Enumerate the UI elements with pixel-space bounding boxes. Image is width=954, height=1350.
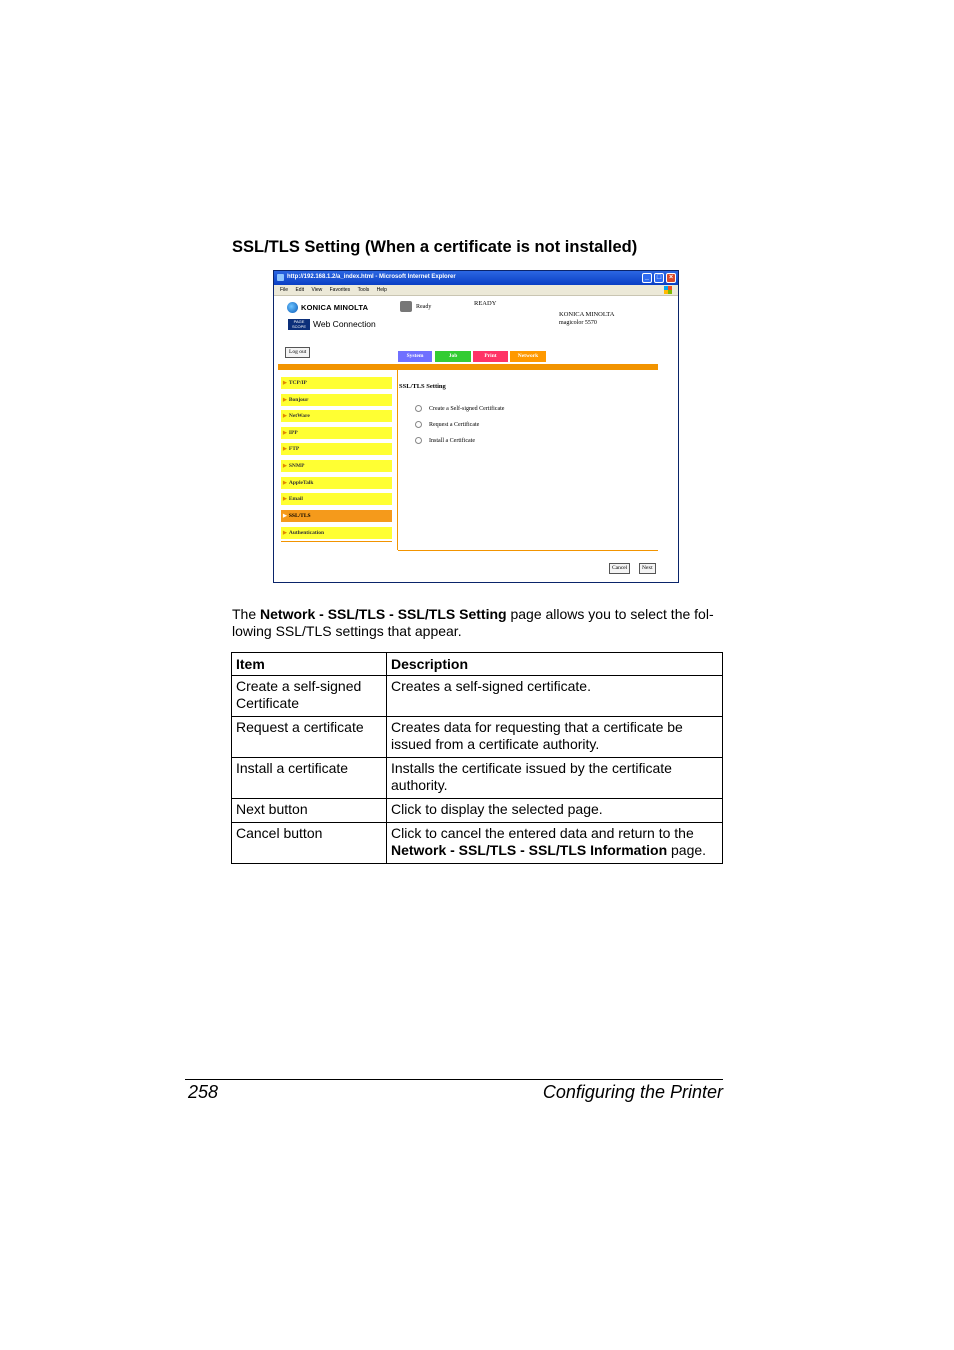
next-button[interactable]: Next — [639, 563, 656, 574]
header-item: Item — [232, 653, 387, 676]
desc-bold: Network - SSL/TLS - SSL/TLS Information — [391, 842, 668, 858]
sidebar-item-bonjour[interactable] — [281, 394, 392, 406]
sidebar-item-netware[interactable] — [281, 410, 392, 422]
desc-prefix: The — [232, 606, 261, 622]
sidebar-item-authentication[interactable] — [281, 527, 392, 539]
logout-button[interactable]: Log out — [285, 347, 310, 358]
option-install[interactable] — [415, 437, 475, 444]
sidebar-label: AppleTalk — [288, 480, 314, 486]
content-title: SSL/TLS Setting — [399, 383, 446, 390]
close-icon[interactable]: × — [666, 273, 676, 283]
header-description: Description — [387, 653, 723, 676]
item-cell: Next button — [232, 799, 387, 823]
table-header-row — [232, 653, 723, 676]
section-title: SSL/TLS Setting (When a certificate is not installed) — [232, 238, 638, 256]
content-divider — [397, 370, 398, 550]
arrow-icon: ▶ — [283, 398, 287, 403]
status-big: READY — [474, 300, 497, 307]
tab-job[interactable]: Job — [435, 351, 471, 362]
minimize-icon[interactable]: _ — [642, 273, 652, 283]
option-self-signed[interactable] — [415, 405, 504, 412]
table-row — [232, 676, 723, 717]
cancel-button[interactable]: Cancel — [609, 563, 630, 574]
table-row — [232, 717, 723, 758]
sidebar-item-appletalk[interactable] — [281, 477, 392, 489]
menu-view[interactable]: View — [311, 287, 323, 293]
menu-edit[interactable]: Edit — [295, 287, 305, 293]
sidebar-label: SNMP — [288, 463, 305, 469]
sidebar-label: Bonjour — [288, 397, 309, 403]
arrow-icon: ▶ — [283, 531, 287, 536]
menu-file[interactable]: File — [280, 287, 289, 293]
arrow-icon: ▶ — [283, 431, 287, 436]
sidebar-label: NetWare — [288, 413, 310, 419]
item-cell: Request a certificate — [232, 717, 387, 758]
web-connection-logo — [288, 319, 376, 330]
sidebar-item-snmp[interactable] — [281, 460, 392, 472]
windows-logo-icon — [664, 286, 672, 294]
table-row — [232, 758, 723, 799]
desc-suffix: page allows you to select the fol-lowing SSL/TLS settings that appear. — [232, 606, 714, 639]
menu-favorites[interactable]: Favorites — [329, 287, 351, 293]
brand-logo — [287, 302, 368, 313]
arrow-icon: ▶ — [283, 447, 287, 452]
arrow-icon: ▶ — [283, 497, 287, 502]
menu-help[interactable]: Help — [376, 287, 387, 293]
sidebar-item-ftp[interactable] — [281, 443, 392, 455]
maximize-icon[interactable]: □ — [654, 273, 664, 283]
arrow-icon: ▶ — [283, 464, 287, 469]
option-request[interactable] — [415, 421, 479, 428]
sidebar-label: SSL/TLS — [288, 513, 311, 519]
description-cell: Creates a self-signed certificate. — [387, 676, 723, 717]
web-connection-label: Web Connection — [313, 319, 376, 329]
description-cell: Click to display the selected page. — [387, 799, 723, 823]
table-row — [232, 799, 723, 823]
model-name: magicolor 5570 — [559, 320, 597, 326]
description-cell — [387, 823, 723, 864]
globe-icon — [287, 302, 298, 313]
option-label: Request a Certificate — [429, 421, 480, 428]
ie-icon — [277, 274, 284, 281]
settings-table — [231, 652, 723, 864]
page-scope-badge: PAGE SCOPE — [288, 319, 310, 330]
option-label: Install a Certificate — [429, 437, 475, 444]
browser-screenshot — [273, 270, 679, 583]
form-footer-line — [398, 550, 658, 551]
browser-titlebar — [274, 271, 678, 285]
item-cell: Create a self-signed Certificate — [232, 676, 387, 717]
sidebar-item-email[interactable] — [281, 493, 392, 505]
chapter-title: Configuring the Printer — [542, 1082, 723, 1102]
option-label: Create a Self-signed Certificate — [429, 405, 505, 412]
tab-print[interactable]: Print — [473, 351, 508, 362]
sidebar-item-ssltls[interactable] — [281, 510, 392, 522]
arrow-icon: ▶ — [283, 481, 287, 486]
desc-prefix: Click to cancel the entered data and return to the — [391, 825, 694, 841]
sidebar-label: TCP/IP — [288, 380, 307, 386]
arrow-icon: ▶ — [283, 514, 287, 519]
radio-button[interactable] — [415, 421, 422, 428]
browser-menubar — [274, 285, 678, 296]
printer-icon — [400, 301, 412, 312]
nav-divider — [278, 364, 658, 370]
description-paragraph — [232, 606, 727, 640]
sidebar-label: Authentication — [288, 530, 324, 536]
sidebar-item-ipp[interactable] — [281, 427, 392, 439]
radio-button[interactable] — [415, 405, 422, 412]
window-title: http://192.168.1.2/a_index.html - Microsoft Internet Explorer — [287, 274, 456, 280]
model-maker: KONICA MINOLTA — [559, 311, 615, 318]
description-cell: Creates data for requesting that a certificate be issued from a certificate authority. — [387, 717, 723, 758]
desc-bold: Network - SSL/TLS - SSL/TLS Setting — [260, 606, 507, 622]
table-row — [232, 823, 723, 864]
arrow-icon: ▶ — [283, 381, 287, 386]
radio-button[interactable] — [415, 437, 422, 444]
page-number: 258 — [188, 1082, 219, 1102]
menu-tools[interactable]: Tools — [357, 287, 370, 293]
brand-name: KONICA MINOLTA — [301, 303, 369, 312]
item-cell: Cancel button — [232, 823, 387, 864]
arrow-icon: ▶ — [283, 414, 287, 419]
sidebar-label: IPP — [288, 430, 298, 436]
sidebar-label: FTP — [288, 446, 300, 452]
sidebar-divider — [281, 541, 392, 542]
sidebar-item-tcpip[interactable] — [281, 377, 392, 389]
tab-system[interactable]: System — [398, 351, 432, 362]
status-small: Ready — [416, 304, 432, 310]
tab-network[interactable]: Network — [510, 351, 546, 362]
desc-suffix: page. — [667, 842, 707, 858]
description-cell: Installs the certificate issued by the certificate authority. — [387, 758, 723, 799]
item-cell: Install a certificate — [232, 758, 387, 799]
footer-rule — [185, 1079, 723, 1080]
sidebar-label: Email — [288, 496, 303, 502]
